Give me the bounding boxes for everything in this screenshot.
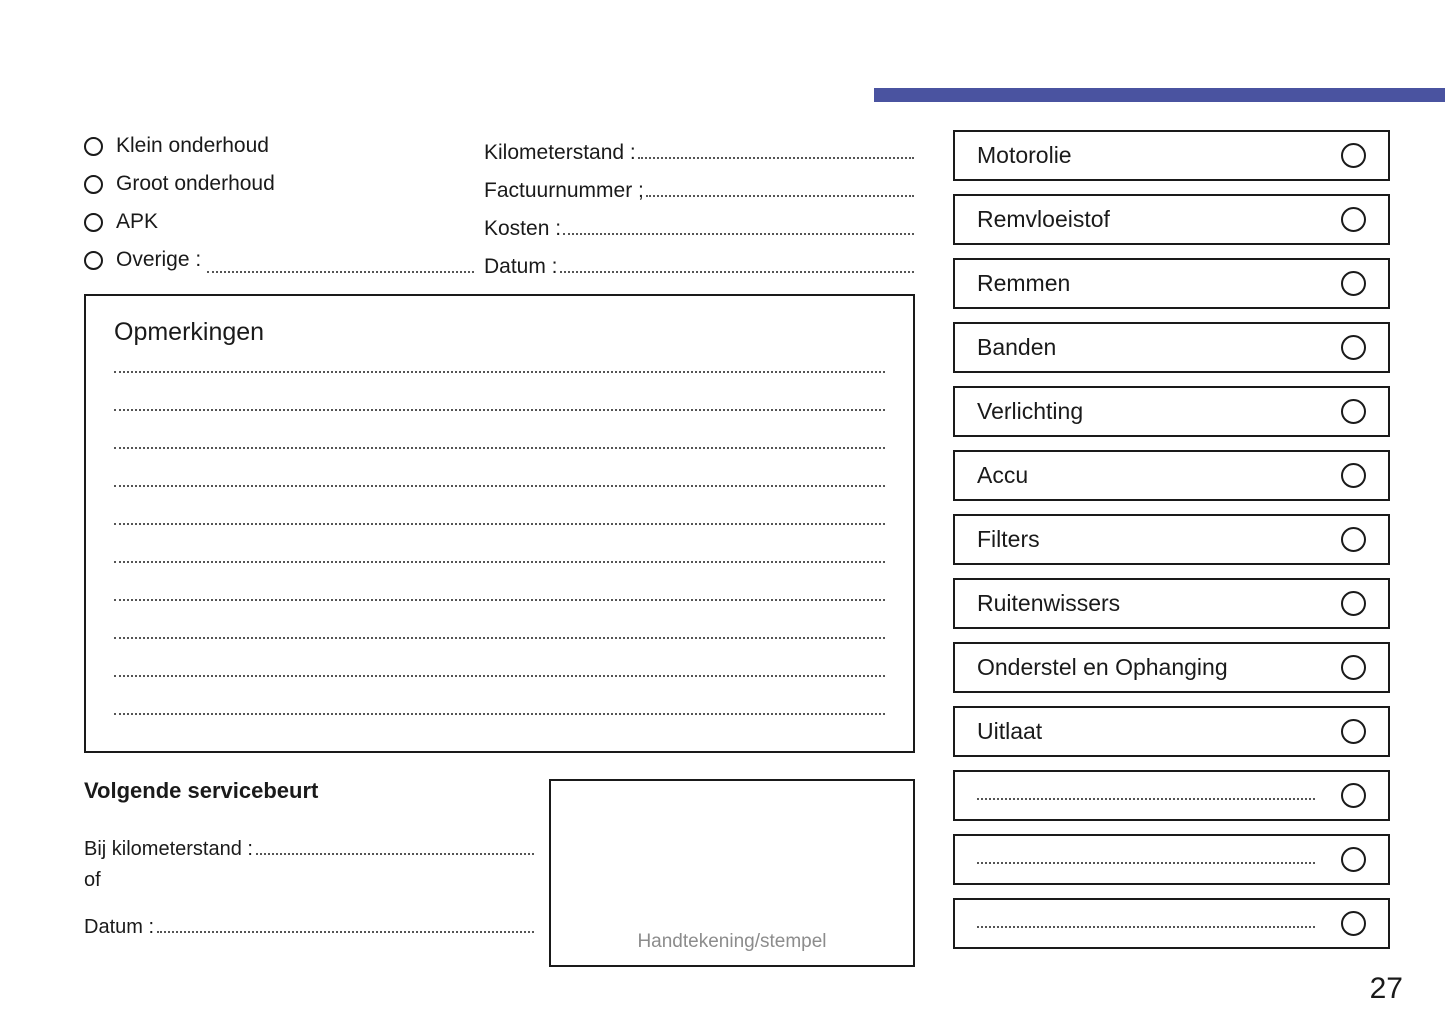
next-service-date-row[interactable]: [84, 900, 534, 939]
remarks-write-line[interactable]: [114, 447, 885, 449]
service-type-option[interactable]: [84, 241, 474, 279]
checklist-label: Uitlaat: [977, 718, 1043, 744]
next-service-date-label: Datum :: [84, 916, 155, 938]
checkbox-circle-icon[interactable]: [1341, 655, 1366, 680]
invoice-fields: [484, 127, 914, 279]
next-service-km-write-line[interactable]: [256, 853, 534, 855]
checklist-label: Verlichting: [977, 398, 1084, 424]
next-service-section: [84, 778, 534, 939]
field-write-line[interactable]: [638, 157, 914, 159]
field-datum[interactable]: [484, 241, 914, 279]
checklist-label: Motorolie: [977, 142, 1072, 168]
checkbox-circle-icon[interactable]: [1341, 207, 1366, 232]
checklist-label: Accu: [977, 462, 1029, 488]
checklist-item-banden[interactable]: [953, 322, 1390, 373]
remarks-title: Opmerkingen: [114, 318, 265, 346]
remarks-write-line[interactable]: [114, 523, 885, 525]
service-type-option[interactable]: [84, 127, 474, 165]
checkbox-circle-icon[interactable]: [1341, 591, 1366, 616]
remarks-write-line[interactable]: [114, 675, 885, 677]
remarks-write-line[interactable]: [114, 599, 885, 601]
checkbox-circle-icon[interactable]: [1341, 847, 1366, 872]
checklist-item-uitlaat[interactable]: [953, 706, 1390, 757]
remarks-write-line[interactable]: [114, 485, 885, 487]
remarks-write-line[interactable]: [114, 713, 885, 715]
next-service-date-write-line[interactable]: [157, 931, 534, 933]
remarks-write-line[interactable]: [114, 637, 885, 639]
radio-circle-icon[interactable]: [84, 175, 103, 194]
checklist-label: Ruitenwissers: [977, 590, 1121, 616]
remarks-write-line[interactable]: [114, 409, 885, 411]
checkbox-circle-icon[interactable]: [1341, 719, 1366, 744]
checklist-write-line[interactable]: [977, 926, 1315, 928]
checklist-label: Banden: [977, 334, 1057, 360]
checkbox-circle-icon[interactable]: [1341, 271, 1366, 296]
checklist-item-motorolie[interactable]: [953, 130, 1390, 181]
service-type-option[interactable]: [84, 203, 474, 241]
checklist-item-ruitenwissers[interactable]: [953, 578, 1390, 629]
checkbox-circle-icon[interactable]: [1341, 911, 1366, 936]
checkbox-circle-icon[interactable]: [1341, 527, 1366, 552]
checkbox-circle-icon[interactable]: [1341, 463, 1366, 488]
remarks-write-line[interactable]: [114, 371, 885, 373]
checkbox-circle-icon[interactable]: [1341, 335, 1366, 360]
service-type-options: [84, 127, 474, 279]
service-type-label: Overige :: [116, 248, 202, 271]
checklist-write-line[interactable]: [977, 798, 1315, 800]
checklist-item-blank[interactable]: [953, 898, 1390, 949]
next-service-km-row[interactable]: [84, 822, 534, 861]
checklist-item-verlichting[interactable]: [953, 386, 1390, 437]
radio-circle-icon[interactable]: [84, 137, 103, 156]
checklist-item-remmen[interactable]: [953, 258, 1390, 309]
header-accent-bar: [874, 88, 1445, 102]
next-service-title: Volgende servicebeurt: [84, 778, 319, 803]
radio-circle-icon[interactable]: [84, 213, 103, 232]
checklist-item-onderstel-en-ophanging[interactable]: [953, 642, 1390, 693]
checklist-write-line[interactable]: [977, 862, 1315, 864]
remarks-box[interactable]: [84, 294, 915, 753]
service-type-label: Groot onderhoud: [116, 172, 275, 195]
service-type-write-line[interactable]: [207, 271, 474, 273]
radio-circle-icon[interactable]: [84, 251, 103, 270]
checklist-item-blank[interactable]: [953, 770, 1390, 821]
page-number: 27: [1369, 972, 1403, 1005]
inspection-checklist: [953, 130, 1390, 962]
next-service-or-label: of: [84, 869, 101, 891]
field-write-line[interactable]: [563, 233, 914, 235]
next-service-km-label: Bij kilometerstand :: [84, 838, 253, 860]
service-type-label: APK: [116, 210, 159, 233]
field-label: Kosten :: [484, 217, 562, 240]
signature-caption: Handtekening/stempel: [637, 931, 827, 952]
checklist-item-blank[interactable]: [953, 834, 1390, 885]
checklist-label: Filters: [977, 526, 1040, 552]
field-write-line[interactable]: [560, 271, 914, 273]
field-write-line[interactable]: [646, 195, 914, 197]
field-label: Kilometerstand :: [484, 141, 636, 164]
field-kilometerstand[interactable]: [484, 127, 914, 165]
checkbox-circle-icon[interactable]: [1341, 399, 1366, 424]
checklist-item-remvloeistof[interactable]: [953, 194, 1390, 245]
checklist-label: Onderstel en Ophanging: [977, 654, 1228, 680]
checklist-item-filters[interactable]: [953, 514, 1390, 565]
service-type-label: Klein onderhoud: [116, 134, 269, 157]
checkbox-circle-icon[interactable]: [1341, 783, 1366, 808]
field-label: Datum :: [484, 255, 558, 278]
checklist-item-accu[interactable]: [953, 450, 1390, 501]
checkbox-circle-icon[interactable]: [1341, 143, 1366, 168]
checklist-label: Remmen: [977, 270, 1071, 296]
remarks-write-line[interactable]: [114, 561, 885, 563]
signature-box[interactable]: [549, 779, 915, 967]
field-label: Factuurnummer ;: [484, 179, 644, 202]
field-kosten[interactable]: [484, 203, 914, 241]
field-factuurnummer[interactable]: [484, 165, 914, 203]
checklist-label: Remvloeistof: [977, 206, 1110, 232]
service-type-option[interactable]: [84, 165, 474, 203]
